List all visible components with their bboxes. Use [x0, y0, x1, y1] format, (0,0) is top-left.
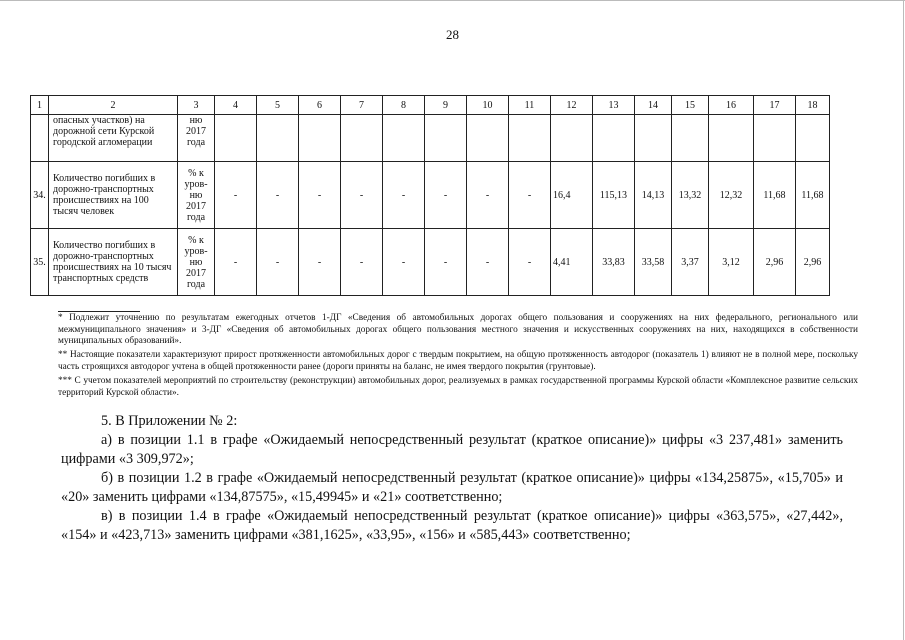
- column-header: 10: [467, 96, 509, 115]
- scan-right-border: [903, 0, 904, 640]
- value-cell: [215, 115, 257, 162]
- table-row: [31, 162, 830, 229]
- value-cell: [672, 115, 709, 162]
- value-cell: 13,32: [672, 162, 709, 229]
- value-cell: 16,4: [551, 162, 593, 229]
- value-cell: 3,12: [709, 229, 754, 296]
- value-cell: -: [257, 162, 299, 229]
- value-cell: -: [215, 162, 257, 229]
- value-cell: 11,68: [796, 162, 830, 229]
- body-paragraph: в) в позиции 1.4 в графе «Ожидаемый непосредственный результат (краткое описание)» цифры «363,575», «27,442», «154» и «423,713» заменить цифрами «381,1625», «33,95», «156» и «585,443» соответственно;: [61, 508, 843, 543]
- unit-cell: ню 2017 года: [178, 115, 215, 162]
- value-cell: 33,83: [593, 229, 635, 296]
- value-cell: -: [425, 162, 467, 229]
- unit-cell: % к уров-ню 2017 года: [178, 162, 215, 229]
- column-header: 1: [31, 96, 49, 115]
- column-header: 15: [672, 96, 709, 115]
- footnote: *** С учетом показателей мероприятий по строительству (реконструкции) автомобильных дорог, реализуемых в рамках государственной программы Курской области «Комплексное развитие сельских территорий Курской области».: [58, 376, 858, 398]
- value-cell: 33,58: [635, 229, 672, 296]
- row-number: 34.: [31, 162, 49, 229]
- scan-top-border: [0, 0, 905, 1]
- value-cell: -: [257, 229, 299, 296]
- value-cell: [635, 115, 672, 162]
- indicators-table: [30, 95, 830, 296]
- value-cell: 4,41: [551, 229, 593, 296]
- value-cell: -: [425, 229, 467, 296]
- value-cell: 11,68: [754, 162, 796, 229]
- table-row: [31, 115, 830, 162]
- value-cell: [551, 115, 593, 162]
- indicator-name: опасных участков) на дорожной сети Курской городской агломерации: [49, 115, 178, 162]
- value-cell: 2,96: [754, 229, 796, 296]
- value-cell: 14,13: [635, 162, 672, 229]
- column-header: 3: [178, 96, 215, 115]
- body-paragraph: а) в позиции 1.1 в графе «Ожидаемый непосредственный результат (краткое описание)» цифры «3 237,481» заменить цифрами «3 309,972»;: [61, 432, 843, 467]
- value-cell: 12,32: [709, 162, 754, 229]
- table-header-row: [31, 96, 830, 115]
- value-cell: 115,13: [593, 162, 635, 229]
- column-header: 5: [257, 96, 299, 115]
- value-cell: -: [383, 229, 425, 296]
- value-cell: [509, 115, 551, 162]
- value-cell: [593, 115, 635, 162]
- page-number: 28: [446, 27, 459, 42]
- value-cell: -: [299, 229, 341, 296]
- table-row: [31, 229, 830, 296]
- column-header: 7: [341, 96, 383, 115]
- value-cell: -: [383, 162, 425, 229]
- value-cell: [467, 115, 509, 162]
- unit-cell: % к уров-ню 2017 года: [178, 229, 215, 296]
- value-cell: [754, 115, 796, 162]
- column-header: 18: [796, 96, 830, 115]
- column-header: 12: [551, 96, 593, 115]
- value-cell: -: [509, 229, 551, 296]
- footnote-separator: [58, 311, 140, 312]
- value-cell: -: [467, 162, 509, 229]
- footnote: ** Настоящие показатели характеризуют прирост протяженности автомобильных дорог с твердым покрытием, на общую протяженность автодорог (показатель 1) влияют не в полной мере, поскольку часть строящихся автодорог учтена в общей протяженности ранее (дороги приняты на баланс, не имея твердого покрытия (грунтовые).: [58, 350, 858, 372]
- value-cell: [257, 115, 299, 162]
- value-cell: [383, 115, 425, 162]
- row-number: [31, 115, 49, 162]
- column-header: 6: [299, 96, 341, 115]
- value-cell: -: [509, 162, 551, 229]
- footnote: * Подлежит уточнению по результатам ежегодных отчетов 1-ДГ «Сведения об автомобильных дорогах общего пользования и сооружениях на них федерального, регионального или межмуниципального значения» и 3-ДГ «Сведения об автомобильных дорогах общего пользования местного значения и искусственных сооружениях на них, находящихся в собственности муниципальных образований».: [58, 313, 858, 347]
- column-header: 11: [509, 96, 551, 115]
- body-paragraph: б) в позиции 1.2 в графе «Ожидаемый непосредственный результат (краткое описание)» цифры «134,25875», «15,705» и «20» заменить цифрами «134,87575», «15,49945» и «21» соответственно;: [61, 470, 843, 505]
- column-header: 8: [383, 96, 425, 115]
- value-cell: -: [467, 229, 509, 296]
- value-cell: [299, 115, 341, 162]
- value-cell: 2,96: [796, 229, 830, 296]
- value-cell: -: [341, 162, 383, 229]
- value-cell: [796, 115, 830, 162]
- value-cell: -: [341, 229, 383, 296]
- value-cell: -: [215, 229, 257, 296]
- value-cell: 3,37: [672, 229, 709, 296]
- indicator-name: Количество погибших в дорожно-транспортных происшествиях на 100 тысяч человек: [49, 162, 178, 229]
- column-header: 17: [754, 96, 796, 115]
- column-header: 16: [709, 96, 754, 115]
- column-header: 13: [593, 96, 635, 115]
- value-cell: -: [299, 162, 341, 229]
- value-cell: [425, 115, 467, 162]
- row-number: 35.: [31, 229, 49, 296]
- value-cell: [341, 115, 383, 162]
- section-heading: 5. В Приложении № 2:: [101, 413, 238, 429]
- indicator-name: Количество погибших в дорожно-транспортных происшествиях на 10 тысяч транспортных средств: [49, 229, 178, 296]
- column-header: 9: [425, 96, 467, 115]
- column-header: 14: [635, 96, 672, 115]
- value-cell: [709, 115, 754, 162]
- column-header: 2: [49, 96, 178, 115]
- column-header: 4: [215, 96, 257, 115]
